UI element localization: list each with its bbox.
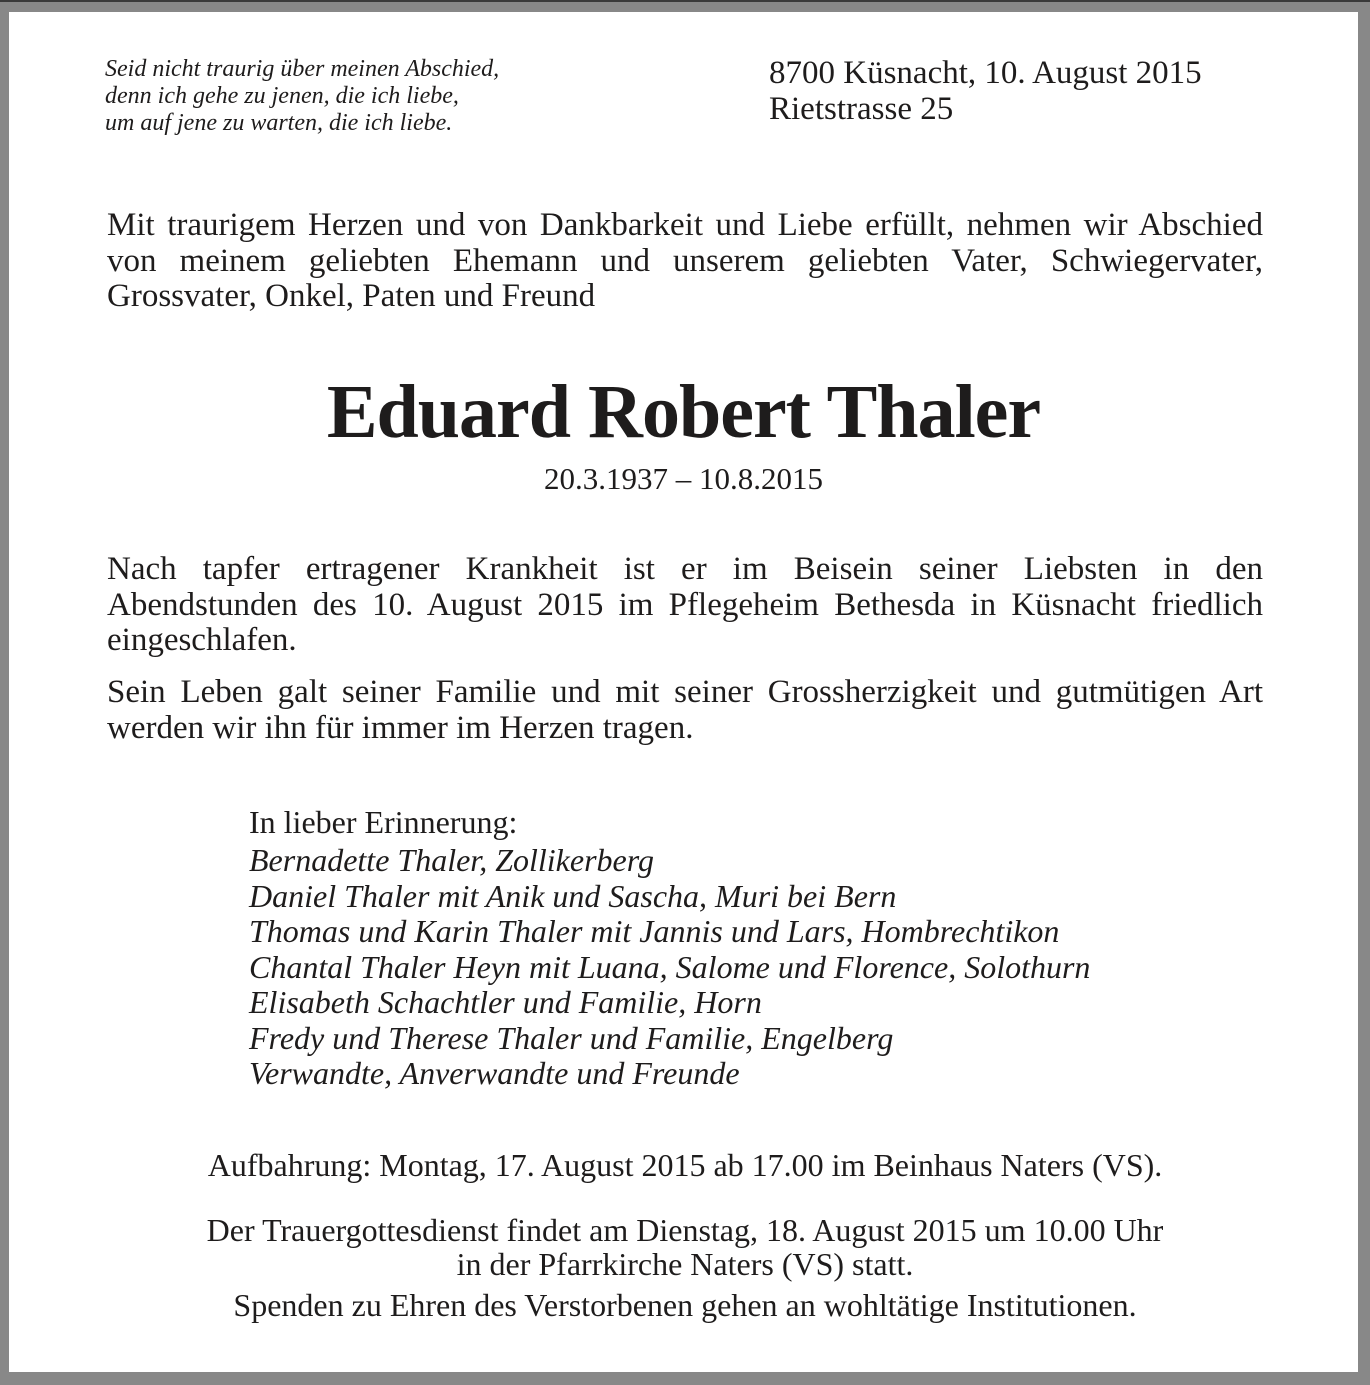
service-line: Der Trauergottesdienst findet am Dienstag, 18. August 2015 um 10.00 Uhr [206,1212,1164,1248]
viewing-notice: Aufbahrung: Montag, 17. August 2015 ab 17.00 im Beinhaus Naters (VS). [207,1147,1163,1183]
frame-top-edge [0,0,1370,2]
mourner-entry: Thomas und Karin Thaler mit Jannis und Lars, Hombrechtikon [249,913,1060,949]
motto-line: um auf jene zu warten, die ich liebe. [105,110,453,136]
tribute-paragraph: Sein Leben galt seiner Familie und mit seiner Grossherzigkeit und gutmütigen Art werden wir ihn für immer im Herzen tragen. [107,674,1263,746]
memory-label: In lieber Erinnerung: [249,804,518,840]
mourner-entry: Daniel Thaler mit Anik und Sascha, Muri bei Bern [249,877,897,914]
motto-line: Seid nicht traurig über meinen Abschied, [105,56,500,82]
mourner-entry: Verwandte, Anverwandte und Freunde [249,1055,740,1091]
mourner-entry: Fredy und Therese Thaler und Familie, Engelberg [249,1019,894,1056]
funeral-service-notice [107,1213,1263,1281]
mourner-entry: Bernadette Thaler, Zollikerberg [249,842,654,878]
donations-notice: Spenden zu Ehren des Verstorbenen gehen an wohltätige Institutionen. [233,1287,1137,1323]
address: Rietstrasse 25 [769,91,954,127]
service-line: in der Pfarrkirche Naters (VS) statt. [456,1246,914,1282]
mourner-entry: Elisabeth Schachtler und Familie, Horn [249,984,762,1020]
passing-paragraph: Nach tapfer ertragener Krankheit ist er im Beisein seiner Liebsten in den Abendstunden des 10. August 2015 im Pflegeheim Bethesda in Küsnacht friedlich eingeschlafen. [107,551,1263,658]
motto-line: denn ich gehe zu jenen, die ich liebe, [105,83,459,109]
place-date: 8700 Küsnacht, 10. August 2015 [769,55,1202,91]
intro-text: Mit traurigem Herzen und von Dankbarkeit und Liebe erfüllt, nehmen wir Abschied von meinem geliebten Ehemann und unserem geliebten Vater, Schwiegervater, Grossvater, Onkel, Paten und Freund [107,207,1263,314]
motto-verse [105,56,499,137]
life-dates: 20.3.1937 – 10.8.2015 [544,461,823,496]
mourners-block [249,804,1090,1092]
obituary-notice [9,12,1358,1372]
place-and-address [769,55,1202,127]
deceased-name: Eduard Robert Thaler [326,370,1041,454]
mourner-entry: Chantal Thaler Heyn mit Luana, Salome und Florence, Solothurn [249,948,1091,985]
